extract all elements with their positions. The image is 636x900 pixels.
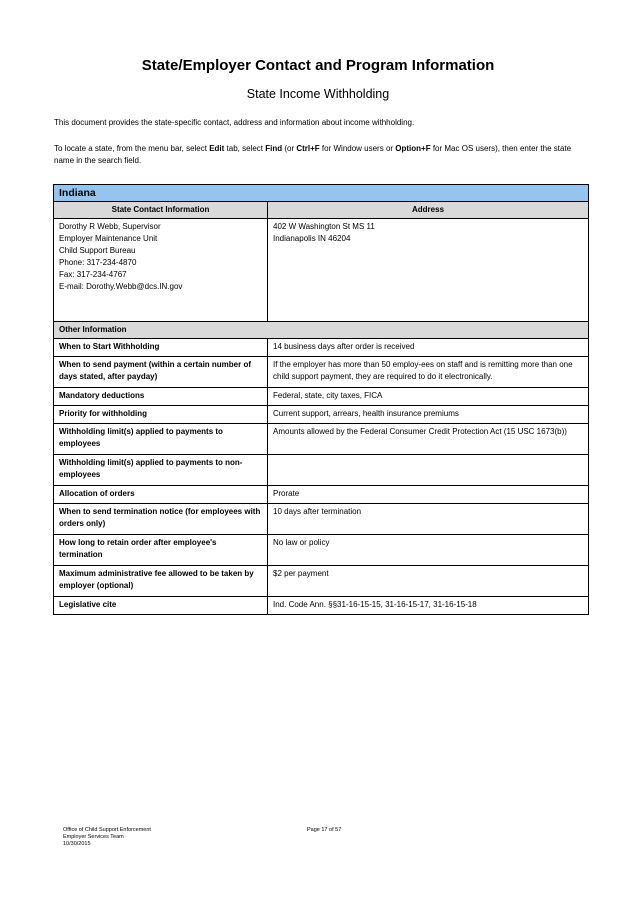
- row-value: 14 business days after order is received: [268, 339, 589, 357]
- table-row: [54, 388, 589, 406]
- contact-line: Child Support Bureau: [59, 246, 136, 255]
- state-name: Indiana: [54, 185, 589, 202]
- row-value: Federal, state, city taxes, FICA: [268, 388, 589, 406]
- contact-email: E-mail: Dorothy.Webb@dcs.IN.gov: [59, 282, 183, 291]
- row-label: Legislative cite: [54, 597, 268, 615]
- state-header-row: [54, 185, 589, 202]
- row-label: Allocation of orders: [54, 486, 268, 504]
- row-label: When to send termination notice (for employees with orders only): [54, 504, 268, 535]
- contact-line: Dorothy R Webb, Supervisor: [59, 222, 161, 231]
- state-info-table: [53, 184, 589, 615]
- row-value: $2 per payment: [268, 566, 589, 597]
- footer-line: Office of Child Support Enforcement: [63, 827, 151, 833]
- contact-fax: Fax: 317-234-4767: [59, 270, 127, 279]
- instructions-paragraph: To locate a state, from the menu bar, select Edit tab, select Find (or Ctrl+F for Window users or Option+F for Mac OS users), then enter the state name in the search field.: [54, 144, 572, 165]
- contact-phone: Phone: 317-234-4870: [59, 258, 137, 267]
- table-row: [54, 535, 589, 566]
- table-row: [54, 339, 589, 357]
- row-label: When to send payment (within a certain number of days stated, after payday): [54, 357, 268, 388]
- address-info: [268, 219, 589, 322]
- footer-date: 10/30/2015: [63, 841, 91, 847]
- intro-paragraph: This document provides the state-specific contact, address and information about income withholding.: [54, 118, 415, 127]
- row-label: Withholding limit(s) applied to payments to non-employees: [54, 455, 268, 486]
- row-value: If the employer has more than 50 employ-ees on staff and is remitting more than one child support payment, they are required to do it electronically.: [268, 357, 589, 388]
- column-header-row: [54, 202, 589, 219]
- page-subtitle: State Income Withholding: [246, 87, 390, 101]
- contact-info: [54, 219, 268, 322]
- table-row: [54, 424, 589, 455]
- address-line: 402 W Washington St MS 11: [273, 222, 375, 231]
- page-number: Page 17 of 57: [307, 827, 342, 833]
- row-label: When to Start Withholding: [54, 339, 268, 357]
- other-info-header-row: [54, 322, 589, 339]
- row-value: Current support, arrears, health insurance premiums: [268, 406, 589, 424]
- page-title: State/Employer Contact and Program Information: [141, 57, 495, 74]
- contact-header: State Contact Information: [54, 202, 268, 219]
- row-label: Priority for withholding: [54, 406, 268, 424]
- row-value: Prorate: [268, 486, 589, 504]
- row-value: Ind. Code Ann. §§31-16-15-15, 31-16-15-17, 31-16-15-18: [268, 597, 589, 615]
- table-row: [54, 566, 589, 597]
- row-value: Amounts allowed by the Federal Consumer Credit Protection Act (15 USC 1673(b)): [268, 424, 589, 455]
- row-value: [268, 455, 589, 486]
- table-row: [54, 504, 589, 535]
- table-row: [54, 597, 589, 615]
- table-row: [54, 357, 589, 388]
- row-label: How long to retain order after employee's termination: [54, 535, 268, 566]
- row-label: Maximum administrative fee allowed to be taken by employer (optional): [54, 566, 268, 597]
- table-row: [54, 486, 589, 504]
- table-row: [54, 455, 589, 486]
- contact-line: Employer Maintenance Unit: [59, 234, 158, 243]
- table-row: [54, 406, 589, 424]
- contact-row: [54, 219, 589, 322]
- other-info-header: Other Information: [54, 322, 589, 339]
- row-label: Mandatory deductions: [54, 388, 268, 406]
- footer-office: [63, 827, 151, 848]
- row-value: 10 days after termination: [268, 504, 589, 535]
- address-line: Indianapolis IN 46204: [273, 234, 351, 243]
- row-value: No law or policy: [268, 535, 589, 566]
- address-header: Address: [268, 202, 589, 219]
- footer-line: Employer Services Team: [63, 834, 124, 840]
- row-label: Withholding limit(s) applied to payments to employees: [54, 424, 268, 455]
